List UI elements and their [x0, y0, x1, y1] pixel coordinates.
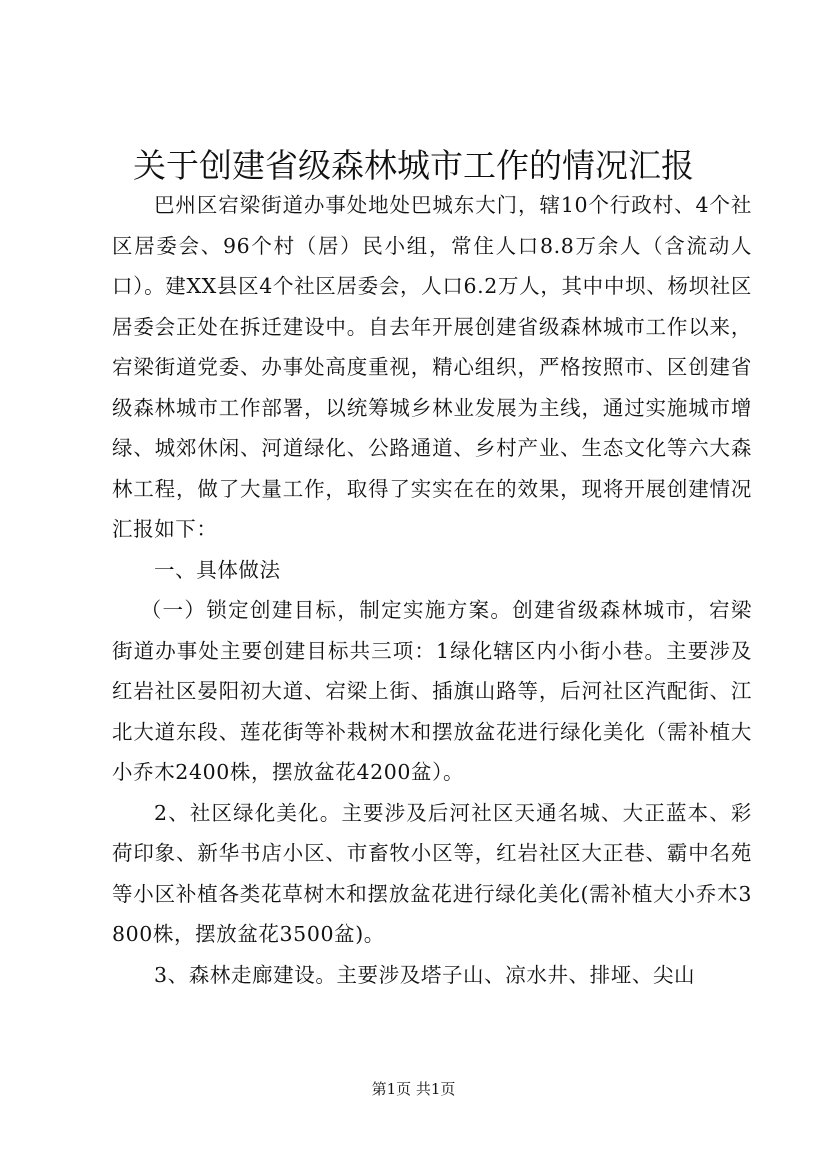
paragraph-intro: 巴州区宕梁街道办事处地处巴城东大门，辖10个行政村、4个社区居委会、96个村（居）民小组，常住人口8.8万余人（含流动人口）。建XX县区4个社区居委会，人口6.2万人，其中中坝、杨坝社区居委会正处在拆迁建设中。自去年开展创建省级森林城市工作以来，宕梁街道党委、办事处高度重视，精心组织，严格按照市、区创建省级森林城市工作部署，以统筹城乡林业发展为主线，通过实施城市增绿、城郊休闲、河道绿化、公路通道、乡村产业、生态文化等六大森林工程，做了大量工作，取得了实实在在的效果，现将开展创建情况汇报如下：	[112, 193, 752, 541]
section-heading: 一、具体做法	[154, 557, 281, 582]
paragraph-goal-2: 2、社区绿化美化。主要涉及后河社区天通名城、大正蓝本、彩荷印象、新华书店小区、市畜牧小区等，红岩社区大正巷、霸中名苑等小区补植各类花草树木和摆放盆花进行绿化美化(需补植大小乔木3800株，摆放盆花3500盆)。	[112, 800, 752, 946]
paragraph-goal-1: （一）锁定创建目标，制定实施方案。创建省级森林城市，宕梁街道办事处主要创建目标共三项：1绿化辖区内小街小巷。主要涉及红岩社区晏阳初大道、宕梁上街、插旗山路等，后河社区汽配街、江北大道东段、莲花街等补栽树木和摆放盆花进行绿化美化（需补植大小乔木2400株，摆放盆花4200盆）。	[112, 598, 752, 784]
document-title: 关于创建省级森林城市工作的情况汇报	[133, 146, 694, 185]
paragraph-goal-3: 3、森林走廊建设。主要涉及塔子山、凉水井、排垭、尖山	[154, 962, 696, 987]
page-footer: 第1页 共1页	[371, 1080, 456, 1098]
document-body	[112, 185, 752, 995]
